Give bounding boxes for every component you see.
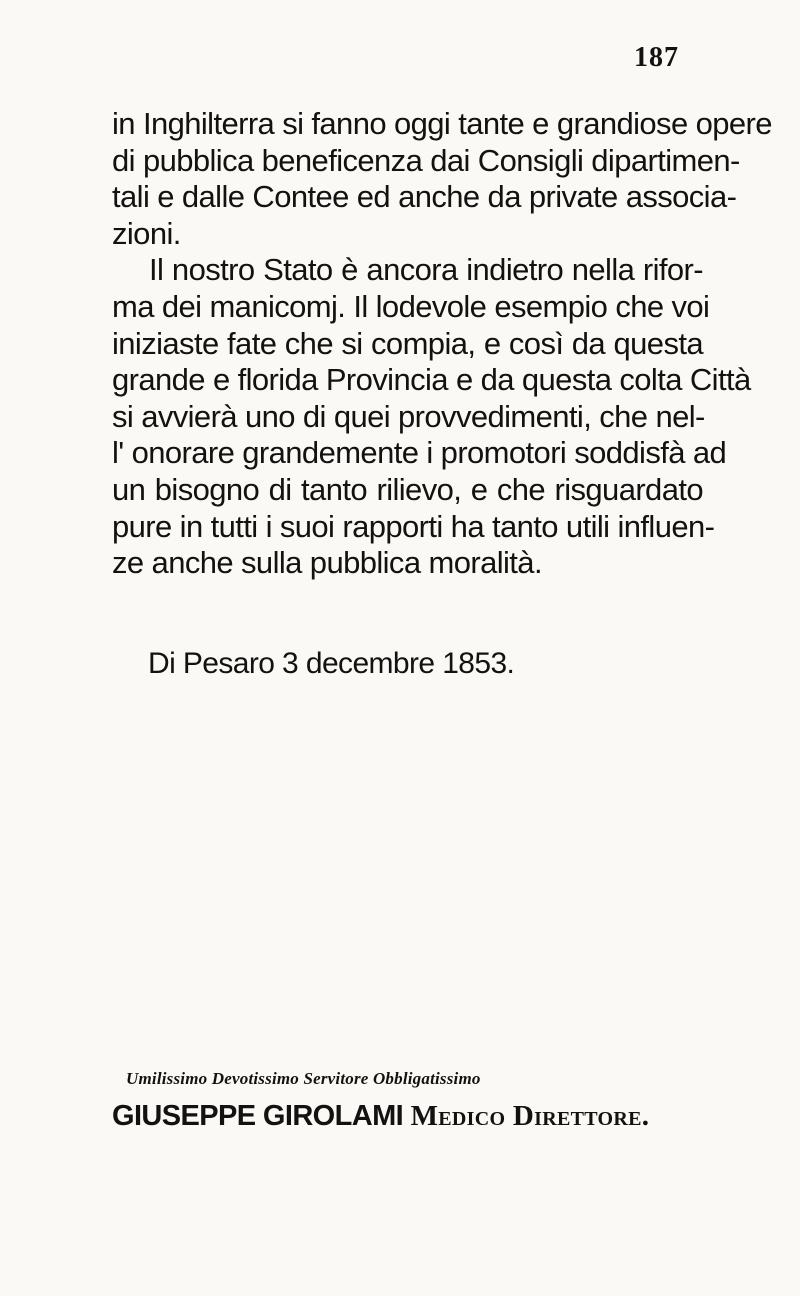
signature-name: GIUSEPPE GIROLAMI bbox=[112, 1100, 404, 1132]
dateline: Di Pesaro 3 decembre 1853. bbox=[148, 647, 515, 680]
text-line: ze anche sulla pubblica moralità. bbox=[112, 545, 542, 581]
body-text bbox=[112, 106, 772, 582]
text-line: un bisogno di tanto rilievo, e che risguardato bbox=[112, 471, 703, 507]
closing-salutation: Umilissimo Devotissimo Servitore Obbligatissimo bbox=[126, 1069, 481, 1088]
text-line: si avvierà uno di quei provvedimenti, che nel- bbox=[112, 398, 705, 434]
text-line: di pubblica beneficenza dai Consigli dipartimen- bbox=[112, 142, 740, 178]
text-line: ma dei manicomj. Il lodevole esempio che voi bbox=[112, 288, 710, 324]
text-line: in Inghilterra si fanno oggi tante e grandiose opere bbox=[112, 106, 772, 141]
text-line: grande e florida Provincia e da questa colta Città bbox=[112, 362, 751, 398]
signature bbox=[112, 1100, 649, 1133]
text-line: iniziaste fate che si compia, e così da questa bbox=[112, 325, 703, 361]
signature-title: Medico Direttore. bbox=[410, 1100, 650, 1132]
text-line: zioni. bbox=[112, 215, 181, 251]
text-line: Il nostro Stato è ancora indietro nella rifor- bbox=[149, 252, 703, 288]
text-line: tali e dalle Contee ed anche da private associa- bbox=[112, 179, 737, 215]
text-line: pure in tutti i suoi rapporti ha tanto utili influen- bbox=[112, 508, 715, 544]
page-number: 187 bbox=[634, 42, 679, 73]
text-line: l' onorare grandemente i promotori soddisfà ad bbox=[112, 435, 727, 471]
